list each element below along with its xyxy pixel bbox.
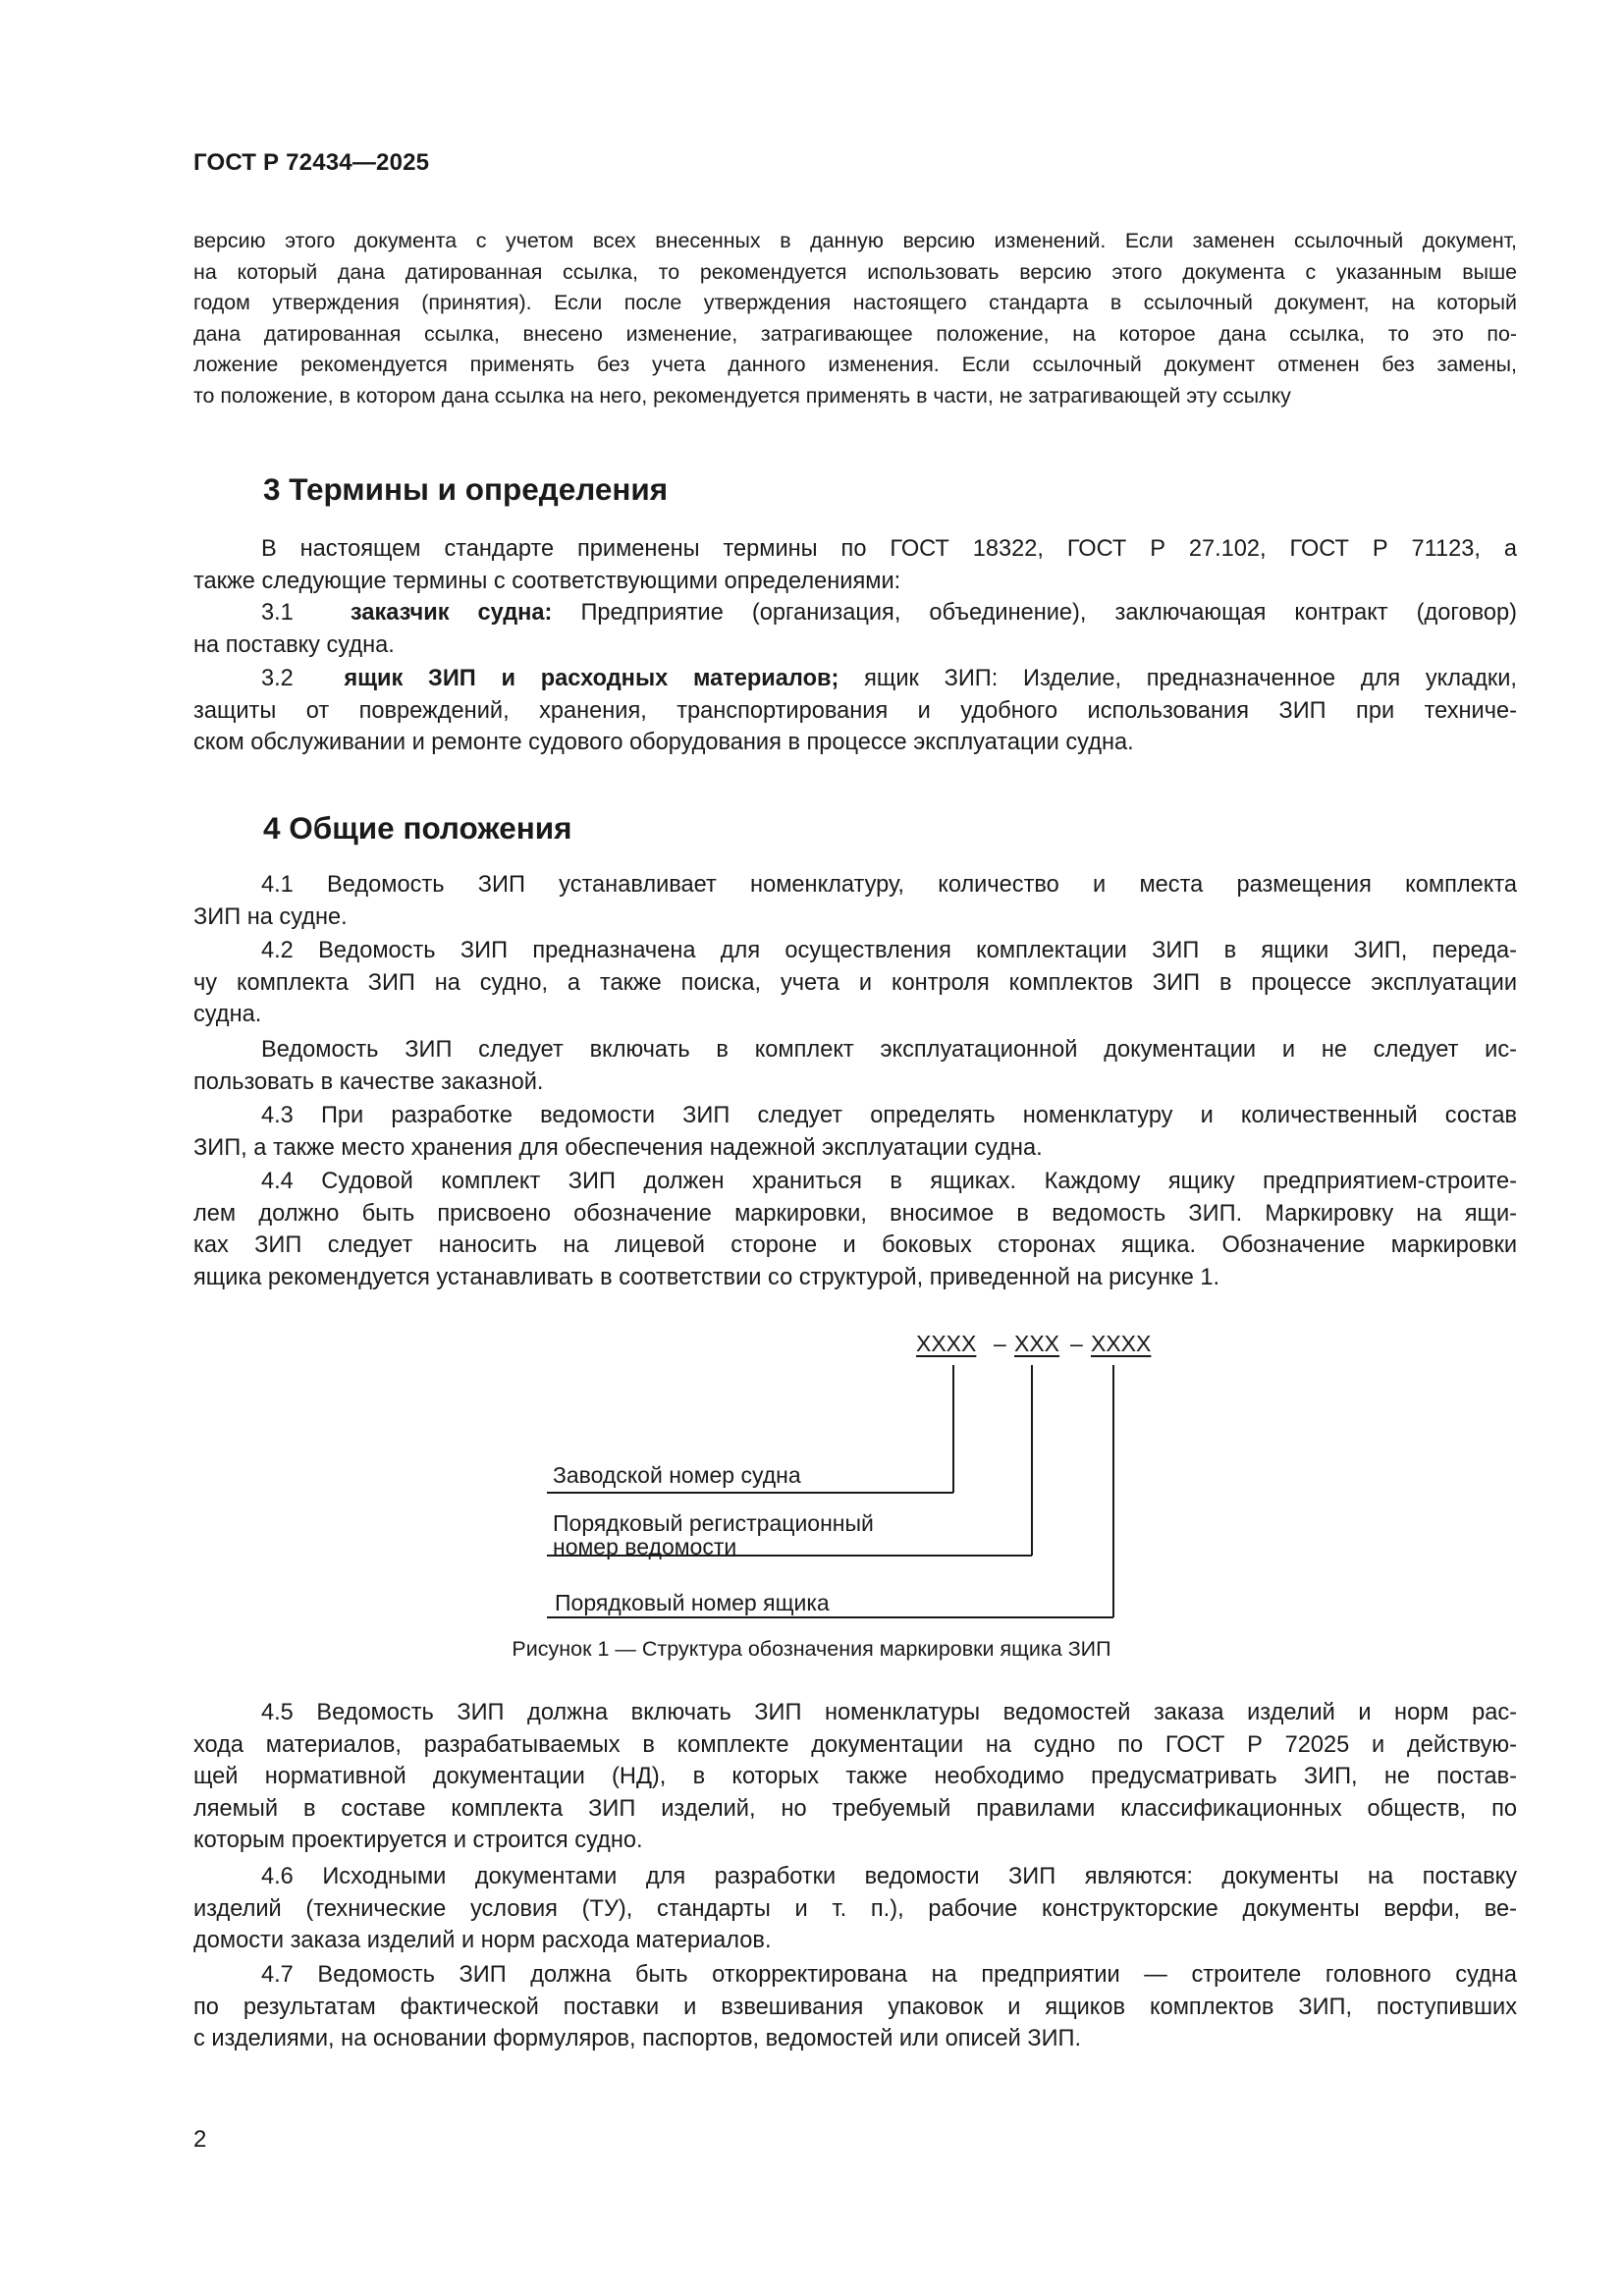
text-line: 4.7 Ведомость ЗИП должна быть откорректирована на предприятии — строителе головного судна	[261, 1962, 1517, 1988]
text-line: 4.1 Ведомость ЗИП устанавливает номенклатуру, количество и места размещения комплекта	[261, 872, 1517, 898]
text-line: версию этого документа с учетом всех внесенных в данную версию изменений. Если заменен ссылочный документ,	[193, 229, 1517, 252]
figure-label-register-number-line2: номер ведомости	[553, 1534, 737, 1559]
text-line: Ведомость ЗИП следует включать в комплект эксплуатационной документации и не следует ис-	[261, 1037, 1517, 1063]
clause-4-4	[193, 1166, 1517, 1293]
text-line: ложение рекомендуется применять без учета данного изменения. Если ссылочный документ отменен без замены,	[193, 353, 1517, 376]
text-line: 4.4 Судовой комплект ЗИП должен храниться в ящиках. Каждому ящику предприятием-строите-	[261, 1169, 1517, 1194]
code-part-register: XXX	[1014, 1331, 1060, 1356]
text-line: домости заказа изделий и норм расхода материалов.	[193, 1928, 772, 1954]
term-name: ящик ЗИП и расходных материалов;	[344, 666, 839, 691]
code-part-box: XXXX	[1091, 1331, 1152, 1356]
figure-caption: Рисунок 1 — Структура обозначения маркировки ящика ЗИП	[512, 1637, 1111, 1661]
text-line: ящика рекомендуется устанавливать в соответствии со структурой, приведенной на рисунке 1.	[193, 1264, 1220, 1290]
text-line: 4.2 Ведомость ЗИП предназначена для осуществления комплектации ЗИП в ящики ЗИП, переда-	[261, 938, 1517, 963]
text-line: 4.6 Исходными документами для разработки ведомости ЗИП являются: документы на поставку	[261, 1864, 1517, 1889]
clause-4-5	[193, 1697, 1517, 1857]
section-3-heading: 3 Термины и определения	[263, 471, 669, 507]
code-part-ship: XXXX	[916, 1331, 977, 1356]
clause-4-7	[193, 1959, 1517, 2055]
figure-label-ship-number: Заводской номер судна	[553, 1462, 801, 1488]
document-header: ГОСТ Р 72434—2025	[193, 149, 430, 176]
intro-paragraph	[193, 226, 1517, 411]
text-line: дана датированная ссылка, внесено изменение, затрагивающее положение, на которое дана ссылка, то это по-	[193, 321, 1517, 346]
term-definition: Предприятие (организация, объединение), заключающая контракт (договор)	[552, 600, 1517, 626]
figure-label-box-number: Порядковый номер ящика	[555, 1590, 830, 1615]
term-number: 3.1	[261, 600, 294, 626]
text-line: на который дана датированная ссылка, то рекомендуется использовать версию этого документа с указанным выше	[193, 259, 1517, 284]
text-line: ЗИП, а также место хранения для обеспечения надежной эксплуатации судна.	[193, 1134, 1043, 1161]
text-line: которым проектируется и строится судно.	[193, 1828, 643, 1854]
term-definition: ящик ЗИП: Изделие, предназначенное для укладки,	[839, 666, 1517, 691]
marking-structure-figure	[530, 1331, 1168, 1625]
code-dash: –	[994, 1331, 1006, 1356]
text-line: по результатам фактической поставки и взвешивания упаковок и ящиков комплектов ЗИП, поступивших	[193, 1994, 1517, 2020]
text-line: защиты от повреждений, хранения, транспортирования и удобного использования ЗИП при техниче-	[193, 697, 1517, 724]
code-dash: –	[1070, 1331, 1083, 1356]
figure-label-register-number-line1: Порядковый регистрационный	[553, 1510, 874, 1536]
text-line: также следующие термины с соответствующими определениями:	[193, 568, 901, 594]
text-line: чу комплекта ЗИП на судно, а также поиска, учета и контроля комплектов ЗИП в процессе эксплуатации	[193, 969, 1517, 996]
term-3-2	[193, 663, 1517, 759]
text-line: лем должно быть присвоено обозначение маркировки, вносимое в ведомость ЗИП. Маркировку на ящи-	[193, 1200, 1517, 1227]
text-line: с изделиями, на основании формуляров, паспортов, ведомостей или описей ЗИП.	[193, 2026, 1082, 2052]
text-line: ЗИП на судне.	[193, 903, 348, 930]
text-line	[193, 663, 1517, 695]
page-number: 2	[193, 2126, 207, 2153]
text-line: на поставку судна.	[193, 631, 395, 658]
clause-4-6	[193, 1861, 1517, 1957]
term-3-1	[193, 597, 1517, 661]
text-line	[193, 597, 1517, 629]
section-4-heading: 4 Общие положения	[263, 810, 572, 846]
text-line: пользовать в качестве заказной.	[193, 1068, 544, 1095]
clause-4-3	[193, 1100, 1517, 1164]
text-line: щей нормативной документации (НД), в которых также необходимо предусматривать ЗИП, не постав-	[193, 1764, 1517, 1790]
term-name: заказчик судна:	[350, 600, 553, 626]
text-line: ском обслуживании и ремонте судового оборудования в процессе эксплуатации судна.	[193, 730, 1134, 756]
clause-4-2	[193, 935, 1517, 1031]
text-line: В настоящем стандарте применены термины по ГОСТ 18322, ГОСТ Р 27.102, ГОСТ Р 71123, а	[261, 536, 1517, 562]
text-line: годом утверждения (принятия). Если после утверждения настоящего стандарта в ссылочный документ, на который	[193, 291, 1517, 314]
text-line: ках ЗИП следует наносить на лицевой стороне и боковых сторонах ящика. Обозначение маркировки	[193, 1232, 1517, 1259]
text-line: 4.3 При разработке ведомости ЗИП следует определять номенклатуру и количественный состав	[261, 1103, 1517, 1128]
text-line: ляемый в составе комплекта ЗИП изделий, но требуемый правилами классификационных обществ, по	[193, 1795, 1517, 1822]
text-line: изделий (технические условия (ТУ), стандарты и т. п.), рабочие конструкторские документы верфи, ве-	[193, 1895, 1517, 1922]
text-line: 4.5 Ведомость ЗИП должна включать ЗИП номенклатуры ведомостей заказа изделий и норм рас-	[261, 1700, 1517, 1725]
clause-4-2-note	[193, 1034, 1517, 1098]
text-line: судна.	[193, 1002, 262, 1028]
clause-4-1	[193, 869, 1517, 933]
section-3-intro	[193, 533, 1517, 597]
term-number: 3.2	[261, 666, 294, 691]
text-line: то положение, в котором дана ссылка на него, рекомендуется применять в части, не затрагивающей эту ссылку	[193, 383, 1291, 408]
text-line: хода материалов, разрабатываемых в комплекте документации на судно по ГОСТ Р 72025 и действую-	[193, 1731, 1517, 1758]
